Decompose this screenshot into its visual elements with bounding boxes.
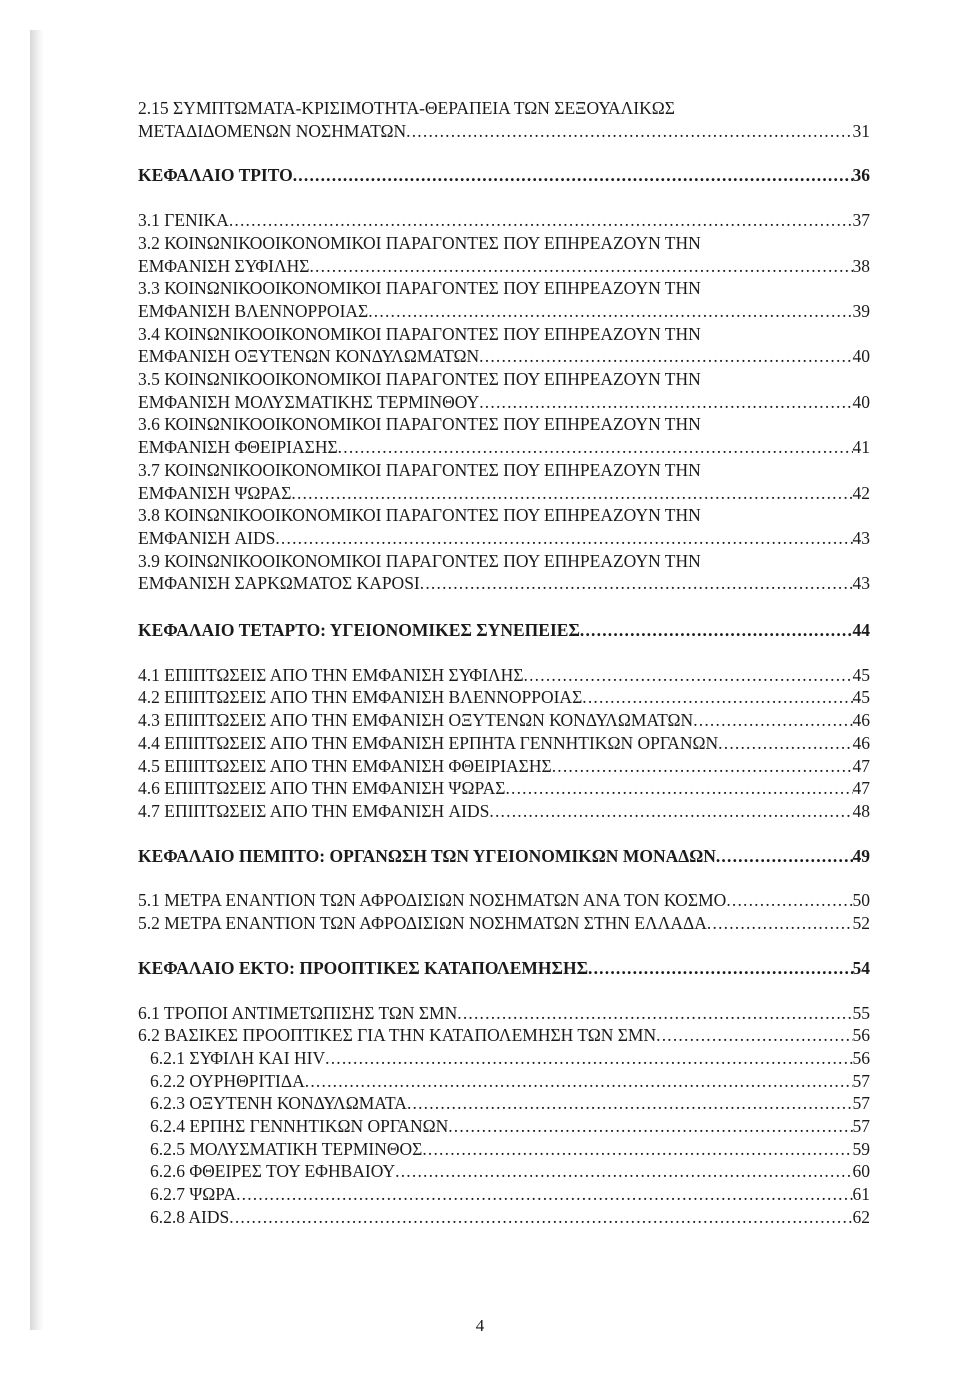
toc-entry-text: 3.7 ΚΟΙΝΩΝΙΚΟΟΙΚΟΝΟΜΙΚΟΙ ΠΑΡΑΓΟΝΤΕΣ ΠΟΥ ΕΠΗΡΕΑΖΟΥΝ ΤΗΝ <box>138 459 701 480</box>
toc-entry-text: 3.5 ΚΟΙΝΩΝΙΚΟΟΙΚΟΝΟΜΙΚΟΙ ΠΑΡΑΓΟΝΤΕΣ ΠΟΥ ΕΠΗΡΕΑΖΟΥΝ ΤΗΝ <box>138 369 701 390</box>
toc-entry <box>138 300 870 323</box>
page-ref: 60 <box>852 1161 870 1182</box>
dot-leader <box>582 686 852 709</box>
dot-leader <box>293 164 853 187</box>
toc-entry-text: 6.1 ΤΡΟΠΟΙ ΑΝΤΙΜΕΤΩΠΙΣΗΣ ΤΩΝ ΣΜΝ <box>138 1002 458 1023</box>
toc-section-4 <box>138 664 870 823</box>
toc-entry-text: 5.1 ΜΕΤΡΑ ΕΝΑΝΤΙΟΝ ΤΩΝ ΑΦΡΟΔΙΣΙΩΝ ΝΟΣΗΜΑΤΩΝ ΑΝΑ ΤΟΝ ΚΟΣΜΟ <box>138 890 727 911</box>
page-ref: 38 <box>852 255 870 276</box>
toc-entry-text: 2.15 ΣΥΜΠΤΩΜΑΤΑ-ΚΡΙΣΙΜΟΤΗΤΑ-ΘΕΡΑΠΕΙΑ ΤΩΝ ΣΕΞΟΥΑΛΙΚΩΣ <box>138 98 675 118</box>
toc-section-5 <box>138 889 870 934</box>
toc-entry-text: 6.2.6 ΦΘΕΙΡΕΣ ΤΟΥ ΕΦΗΒΑΙΟΥ <box>150 1161 396 1182</box>
page-ref: 42 <box>852 482 870 503</box>
toc-entry-text: 3.8 ΚΟΙΝΩΝΙΚΟΟΙΚΟΝΟΜΙΚΟΙ ΠΑΡΑΓΟΝΤΕΣ ΠΟΥ ΕΠΗΡΕΑΖΟΥΝ ΤΗΝ <box>138 505 701 526</box>
dot-leader <box>489 800 852 823</box>
chapter-heading <box>138 957 870 980</box>
chapter-heading <box>138 164 870 187</box>
dot-leader <box>693 709 852 732</box>
toc-entry <box>138 482 870 505</box>
toc-entry-text: 3.9 ΚΟΙΝΩΝΙΚΟΟΙΚΟΝΟΜΙΚΟΙ ΠΑΡΑΓΟΝΤΕΣ ΠΟΥ ΕΠΗΡΕΑΖΟΥΝ ΤΗΝ <box>138 550 701 571</box>
dot-leader <box>707 912 853 935</box>
page-ref: 45 <box>852 687 870 708</box>
dot-leader <box>580 619 853 642</box>
chapter-title: ΚΕΦΑΛΑΙΟ ΤΡΙΤΟ <box>138 165 293 186</box>
dot-leader <box>524 664 853 687</box>
page-ref: 43 <box>852 527 870 548</box>
dot-leader <box>229 209 853 232</box>
page-ref: 31 <box>852 120 870 141</box>
toc-entry-text: 6.2.2 ΟΥΡΗΘΡΙΤΙΔΑ <box>150 1070 305 1091</box>
toc-entry <box>138 912 870 935</box>
binding-shadow <box>30 30 44 1330</box>
page-ref: 47 <box>852 778 870 799</box>
page-ref: 40 <box>852 391 870 412</box>
page-ref: 50 <box>852 890 870 911</box>
toc-entry <box>138 527 870 550</box>
page-ref: 37 <box>852 210 870 231</box>
toc-entry <box>138 209 870 232</box>
page-ref: 57 <box>852 1093 870 1114</box>
toc-entry <box>138 436 870 459</box>
page-number: 4 <box>475 1316 485 1335</box>
toc-entry-text: 4.5 ΕΠΙΠΤΩΣΕΙΣ ΑΠΟ ΤΗΝ ΕΜΦΑΝΙΣΗ ΦΘΕΙΡΙΑΣΗΣ <box>138 755 552 776</box>
toc-entry-text: 4.1 ΕΠΙΠΤΩΣΕΙΣ ΑΠΟ ΤΗΝ ΕΜΦΑΝΙΣΗ ΣΥΦΙΛΗΣ <box>138 664 524 685</box>
toc-entry-text: 3.2 ΚΟΙΝΩΝΙΚΟΟΙΚΟΝΟΜΙΚΟΙ ΠΑΡΑΓΟΝΤΕΣ ΠΟΥ ΕΠΗΡΕΑΖΟΥΝ ΤΗΝ <box>138 232 701 253</box>
toc-entry <box>138 572 870 595</box>
toc-subentry <box>138 1092 870 1115</box>
dot-leader <box>368 300 852 323</box>
page-ref: 39 <box>852 300 870 321</box>
toc-subentry <box>138 1047 870 1070</box>
page-ref: 61 <box>852 1184 870 1205</box>
toc-entry-text: 6.2.3 ΟΞΥΤΕΝΗ ΚΟΝΔΥΛΩΜΑΤΑ <box>150 1093 407 1114</box>
toc-entry-text: ΕΜΦΑΝΙΣΗ ΒΛΕΝΝΟΡΡΟΙΑΣ <box>138 300 369 321</box>
toc-section-3 <box>138 209 870 595</box>
toc-entry-text: ΕΜΦΑΝΙΣΗ ΦΘΕΙΡΙΑΣΗΣ <box>138 437 338 458</box>
toc-entry <box>138 255 870 278</box>
toc-entry-text: 6.2.1 ΣΥΦΙΛΗ ΚΑΙ HIV <box>150 1047 326 1068</box>
toc-entry <box>138 1024 870 1047</box>
toc-entry-text: ΕΜΦΑΝΙΣΗ ΜΟΛΥΣΜΑΤΙΚΗΣ ΤΕΡΜΙΝΘΟΥ <box>138 391 480 412</box>
toc-entry <box>138 732 870 755</box>
page-ref: 46 <box>852 710 870 731</box>
toc-entry <box>138 777 870 800</box>
dot-leader <box>420 572 853 595</box>
toc-entry-text: 3.4 ΚΟΙΝΩΝΙΚΟΟΙΚΟΝΟΜΙΚΟΙ ΠΑΡΑΓΟΝΤΕΣ ΠΟΥ ΕΠΗΡΕΑΖΟΥΝ ΤΗΝ <box>138 323 701 344</box>
toc-entry <box>138 345 870 368</box>
page-ref: 49 <box>852 845 870 866</box>
toc-entry-text: ΕΜΦΑΝΙΣΗ ΟΞΥΤΕΝΩΝ ΚΟΝΔΥΛΩΜΑΤΩΝ <box>138 346 480 367</box>
toc-subentry <box>138 1138 870 1161</box>
page-ref: 43 <box>852 573 870 594</box>
dot-leader <box>457 1002 852 1025</box>
chapter-title: ΚΕΦΑΛΑΙΟ ΠΕΜΠΤΟ: ΟΡΓΑΝΩΣΗ ΤΩΝ ΥΓΕΙΟΝΟΜΙΚΩΝ ΜΟΝΑΔΩΝ <box>138 845 716 866</box>
toc-subentry <box>138 1206 870 1229</box>
toc-entry-text: 6.2.7 ΨΩΡΑ <box>150 1184 237 1205</box>
toc-entry-2-15 <box>138 97 870 142</box>
toc-entry-text: 4.3 ΕΠΙΠΤΩΣΕΙΣ ΑΠΟ ΤΗΝ ΕΜΦΑΝΙΣΗ ΟΞΥΤΕΝΩΝ ΚΟΝΔΥΛΩΜΑΤΩΝ <box>138 710 694 731</box>
page-ref: 56 <box>852 1025 870 1046</box>
dot-leader <box>505 777 852 800</box>
toc-entry-text: 3.1 ΓΕΝΙΚΑ <box>138 210 229 231</box>
toc-subentry <box>138 1160 870 1183</box>
toc-entry-text: ΕΜΦΑΝΙΣΗ ΨΩΡΑΣ <box>138 482 292 503</box>
page-ref: 48 <box>852 800 870 821</box>
toc-entry <box>138 709 870 732</box>
toc-entry-text: ΕΜΦΑΝΙΣΗ ΣΑΡΚΩΜΑΤΟΣ KAPOSI <box>138 573 420 594</box>
chapter-title: ΚΕΦΑΛΑΙΟ ΕΚΤΟ: ΠΡΟΟΠΤΙΚΕΣ ΚΑΤΑΠΟΛΕΜΗΣΗΣ <box>138 957 589 978</box>
dot-leader <box>448 1115 852 1138</box>
page-ref: 44 <box>852 620 870 641</box>
dot-leader <box>656 1024 852 1047</box>
page-ref: 57 <box>852 1116 870 1137</box>
chapter-heading <box>138 845 870 868</box>
dot-leader <box>406 120 852 143</box>
dot-leader <box>275 527 852 550</box>
page-ref: 40 <box>852 346 870 367</box>
dot-leader <box>338 436 853 459</box>
chapter-heading <box>138 619 870 642</box>
page-ref: 45 <box>852 664 870 685</box>
toc-entry-text: 4.4 ΕΠΙΠΤΩΣΕΙΣ ΑΠΟ ΤΗΝ ΕΜΦΑΝΙΣΗ ΕΡΠΗΤΑ ΓΕΝΝΗΤΙΚΩΝ ΟΡΓΑΝΩΝ <box>138 732 719 753</box>
dot-leader <box>407 1092 853 1115</box>
toc-entry-text: 6.2.8 AIDS <box>150 1206 230 1227</box>
page-ref: 46 <box>852 732 870 753</box>
table-of-contents <box>138 97 870 1229</box>
dot-leader <box>552 755 853 778</box>
toc-entry-text: 4.6 ΕΠΙΠΤΩΣΕΙΣ ΑΠΟ ΤΗΝ ΕΜΦΑΝΙΣΗ ΨΩΡΑΣ <box>138 778 506 799</box>
toc-section-6 <box>138 1002 870 1229</box>
dot-leader <box>479 345 852 368</box>
page-ref: 56 <box>852 1047 870 1068</box>
toc-subentry <box>138 1070 870 1093</box>
dot-leader <box>291 482 852 505</box>
page-ref: 47 <box>852 755 870 776</box>
toc-entry-text: 3.3 ΚΟΙΝΩΝΙΚΟΟΙΚΟΝΟΜΙΚΟΙ ΠΑΡΑΓΟΝΤΕΣ ΠΟΥ ΕΠΗΡΕΑΖΟΥΝ ΤΗΝ <box>138 278 701 299</box>
dot-leader <box>588 957 852 980</box>
dot-leader <box>309 255 852 278</box>
toc-entry <box>138 686 870 709</box>
toc-subentry <box>138 1183 870 1206</box>
toc-entry-text: 6.2.4 ΕΡΠΗΣ ΓΕΝΝΗΤΙΚΩΝ ΟΡΓΑΝΩΝ <box>150 1116 449 1137</box>
page-ref: 41 <box>852 437 870 458</box>
toc-entry-text: 5.2 ΜΕΤΡΑ ΕΝΑΝΤΙΟΝ ΤΩΝ ΑΦΡΟΔΙΣΙΩΝ ΝΟΣΗΜΑΤΩΝ ΣΤΗΝ ΕΛΛΑΔΑ <box>138 913 707 934</box>
dot-leader <box>229 1206 852 1229</box>
toc-entry-text: 6.2 ΒΑΣΙΚΕΣ ΠΡΟΟΠΤΙΚΕΣ ΓΙΑ ΤΗΝ ΚΑΤΑΠΟΛΕΜΗΣΗ ΤΩΝ ΣΜΝ <box>138 1025 657 1046</box>
toc-entry <box>138 800 870 823</box>
toc-entry-text: ΜΕΤΑΔΙΔΟΜΕΝΩΝ ΝΟΣΗΜΑΤΩΝ <box>138 120 407 141</box>
toc-entry <box>138 391 870 414</box>
toc-entry-text: 4.2 ΕΠΙΠΤΩΣΕΙΣ ΑΠΟ ΤΗΝ ΕΜΦΑΝΙΣΗ ΒΛΕΝΝΟΡΡΟΙΑΣ <box>138 687 583 708</box>
dot-leader <box>479 391 852 414</box>
page-ref: 62 <box>852 1206 870 1227</box>
dot-leader <box>726 889 852 912</box>
dot-leader <box>395 1160 852 1183</box>
page-ref: 55 <box>852 1002 870 1023</box>
chapter-title: ΚΕΦΑΛΑΙΟ ΤΕΤΑΡΤΟ: ΥΓΕΙΟΝΟΜΙΚΕΣ ΣΥΝΕΠΕΙΕΣ <box>138 620 580 641</box>
toc-entry <box>138 664 870 687</box>
page-ref: 52 <box>852 913 870 934</box>
page-ref: 54 <box>852 957 870 978</box>
toc-subentry <box>138 1115 870 1138</box>
toc-entry <box>138 889 870 912</box>
toc-entry <box>138 755 870 778</box>
dot-leader <box>236 1183 852 1206</box>
dot-leader <box>716 845 853 868</box>
toc-entry-text: 4.7 ΕΠΙΠΤΩΣΕΙΣ ΑΠΟ ΤΗΝ ΕΜΦΑΝΙΣΗ AIDS <box>138 800 490 821</box>
toc-entry <box>138 1002 870 1025</box>
dot-leader <box>422 1138 852 1161</box>
page-ref: 36 <box>852 165 870 186</box>
toc-entry-text: 3.6 ΚΟΙΝΩΝΙΚΟΟΙΚΟΝΟΜΙΚΟΙ ΠΑΡΑΓΟΝΤΕΣ ΠΟΥ ΕΠΗΡΕΑΖΟΥΝ ΤΗΝ <box>138 414 701 435</box>
dot-leader <box>305 1070 853 1093</box>
toc-entry-text: ΕΜΦΑΝΙΣΗ ΣΥΦΙΛΗΣ <box>138 255 310 276</box>
dot-leader <box>718 732 852 755</box>
dot-leader <box>325 1047 852 1070</box>
toc-entry-text: ΕΜΦΑΝΙΣΗ AIDS <box>138 527 276 548</box>
page-ref: 59 <box>852 1138 870 1159</box>
toc-entry-text: 6.2.5 ΜΟΛΥΣΜΑΤΙΚΗ ΤΕΡΜΙΝΘΟΣ <box>150 1138 423 1159</box>
page-ref: 57 <box>852 1070 870 1091</box>
